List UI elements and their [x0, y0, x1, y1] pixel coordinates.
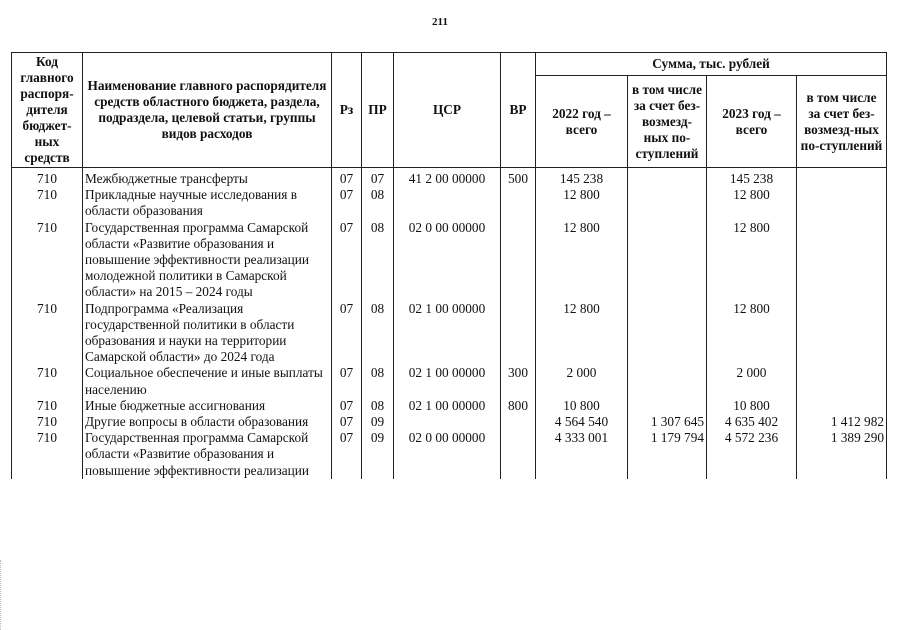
- cell-vr: [501, 220, 536, 301]
- cell-2023-free: [797, 365, 887, 397]
- header-pr: ПР: [362, 53, 394, 168]
- cell-rz: 07: [332, 168, 362, 188]
- header-name: Наименование главного распорядителя средств областного бюджета, раздела, подраздела, целевой статьи, группы видов расходов: [83, 53, 332, 168]
- cell-name: Иные бюджетные ассигнования: [83, 398, 332, 414]
- cell-2023-total: 4 635 402: [707, 414, 797, 430]
- cell-rz: 07: [332, 220, 362, 301]
- page-number: 211: [432, 16, 448, 28]
- cell-code: 710: [12, 220, 83, 301]
- cell-rz: 07: [332, 187, 362, 219]
- cell-vr: [501, 414, 536, 430]
- cell-code: 710: [12, 398, 83, 414]
- cell-pr: 09: [362, 414, 394, 430]
- cell-2022-total: 4 564 540: [536, 414, 628, 430]
- header-rz: Рз: [332, 53, 362, 168]
- cell-2023-free: 1 412 982: [797, 414, 887, 430]
- cell-rz: 07: [332, 365, 362, 397]
- cell-pr: 08: [362, 301, 394, 366]
- table-row: [12, 430, 887, 479]
- table-body: [12, 168, 887, 479]
- cell-2023-total: 145 238: [707, 168, 797, 188]
- cell-2023-free: [797, 301, 887, 366]
- cell-code: 710: [12, 414, 83, 430]
- cell-2023-free: 1 389 290: [797, 430, 887, 479]
- cell-2022-total: 12 800: [536, 220, 628, 301]
- cell-pr: 08: [362, 398, 394, 414]
- cell-csr: 02 1 00 00000: [394, 398, 501, 414]
- cell-csr: 02 1 00 00000: [394, 301, 501, 366]
- cell-2022-total: 145 238: [536, 168, 628, 188]
- header-2022-total: 2022 год – всего: [536, 76, 628, 168]
- cell-vr: [501, 301, 536, 366]
- cell-vr: 300: [501, 365, 536, 397]
- table-row: [12, 301, 887, 366]
- cell-2022-free: [628, 187, 707, 219]
- cell-2023-total: 12 800: [707, 220, 797, 301]
- header-2023-total: 2023 год – всего: [707, 76, 797, 168]
- scan-edge-mark: [0, 560, 3, 630]
- cell-code: 710: [12, 168, 83, 188]
- cell-name: Социальное обеспечение и иные выплаты населению: [83, 365, 332, 397]
- cell-2022-free: [628, 168, 707, 188]
- cell-2023-free: [797, 168, 887, 188]
- cell-name: Государственная программа Самарской области «Развитие образования и повышение эффективности реализации: [83, 430, 332, 479]
- cell-2022-total: 2 000: [536, 365, 628, 397]
- header-vr: ВР: [501, 53, 536, 168]
- cell-2023-total: 12 800: [707, 301, 797, 366]
- cell-name: Межбюджетные трансферты: [83, 168, 332, 188]
- cell-rz: 07: [332, 430, 362, 479]
- cell-code: 710: [12, 187, 83, 219]
- cell-2022-free: 1 307 645: [628, 414, 707, 430]
- table-row: [12, 414, 887, 430]
- cell-pr: 08: [362, 187, 394, 219]
- cell-rz: 07: [332, 301, 362, 366]
- cell-csr: 02 1 00 00000: [394, 365, 501, 397]
- cell-vr: [501, 187, 536, 219]
- cell-2023-total: 12 800: [707, 187, 797, 219]
- cell-2022-free: [628, 398, 707, 414]
- cell-pr: 08: [362, 365, 394, 397]
- table-row: [12, 220, 887, 301]
- cell-name: Прикладные научные исследования в области образования: [83, 187, 332, 219]
- cell-2022-free: [628, 220, 707, 301]
- cell-vr: [501, 430, 536, 479]
- cell-2023-free: [797, 398, 887, 414]
- cell-2022-free: 1 179 794: [628, 430, 707, 479]
- cell-csr: [394, 414, 501, 430]
- cell-csr: 02 0 00 00000: [394, 220, 501, 301]
- table-row: [12, 398, 887, 414]
- cell-vr: 800: [501, 398, 536, 414]
- cell-pr: 08: [362, 220, 394, 301]
- cell-rz: 07: [332, 414, 362, 430]
- header-code: Код главного распоря-дителя бюджет-ных средств: [12, 53, 83, 168]
- cell-vr: 500: [501, 168, 536, 188]
- cell-name: Другие вопросы в области образования: [83, 414, 332, 430]
- table-row: [12, 168, 887, 188]
- cell-2022-total: 4 333 001: [536, 430, 628, 479]
- header-2023-free: в том числе за счет без-возмезд-ных по-ступлений: [797, 76, 887, 168]
- cell-csr: 02 0 00 00000: [394, 430, 501, 479]
- cell-2022-total: 12 800: [536, 301, 628, 366]
- cell-pr: 07: [362, 168, 394, 188]
- cell-code: 710: [12, 365, 83, 397]
- budget-table: [11, 52, 887, 479]
- cell-pr: 09: [362, 430, 394, 479]
- cell-csr: 41 2 00 00000: [394, 168, 501, 188]
- cell-code: 710: [12, 430, 83, 479]
- cell-csr: [394, 187, 501, 219]
- header-2022-free: в том числе за счет без-возмезд-ных по-ступлений: [628, 76, 707, 168]
- cell-name: Государственная программа Самарской области «Развитие образования и повышение эффективности реализации молодежной политики в Самарской области» на 2015 – 2024 годы: [83, 220, 332, 301]
- cell-name: Подпрограмма «Реализация государственной политики в области образования и науки на территории Самарской области» до 2024 года: [83, 301, 332, 366]
- header-csr: ЦСР: [394, 53, 501, 168]
- table-row: [12, 365, 887, 397]
- header-sum: Сумма, тыс. рублей: [536, 53, 887, 76]
- table-row: [12, 187, 887, 219]
- cell-2023-total: 4 572 236: [707, 430, 797, 479]
- cell-2023-total: 10 800: [707, 398, 797, 414]
- cell-2023-total: 2 000: [707, 365, 797, 397]
- cell-2022-free: [628, 301, 707, 366]
- cell-code: 710: [12, 301, 83, 366]
- cell-2022-total: 12 800: [536, 187, 628, 219]
- cell-rz: 07: [332, 398, 362, 414]
- cell-2023-free: [797, 220, 887, 301]
- cell-2023-free: [797, 187, 887, 219]
- cell-2022-free: [628, 365, 707, 397]
- cell-2022-total: 10 800: [536, 398, 628, 414]
